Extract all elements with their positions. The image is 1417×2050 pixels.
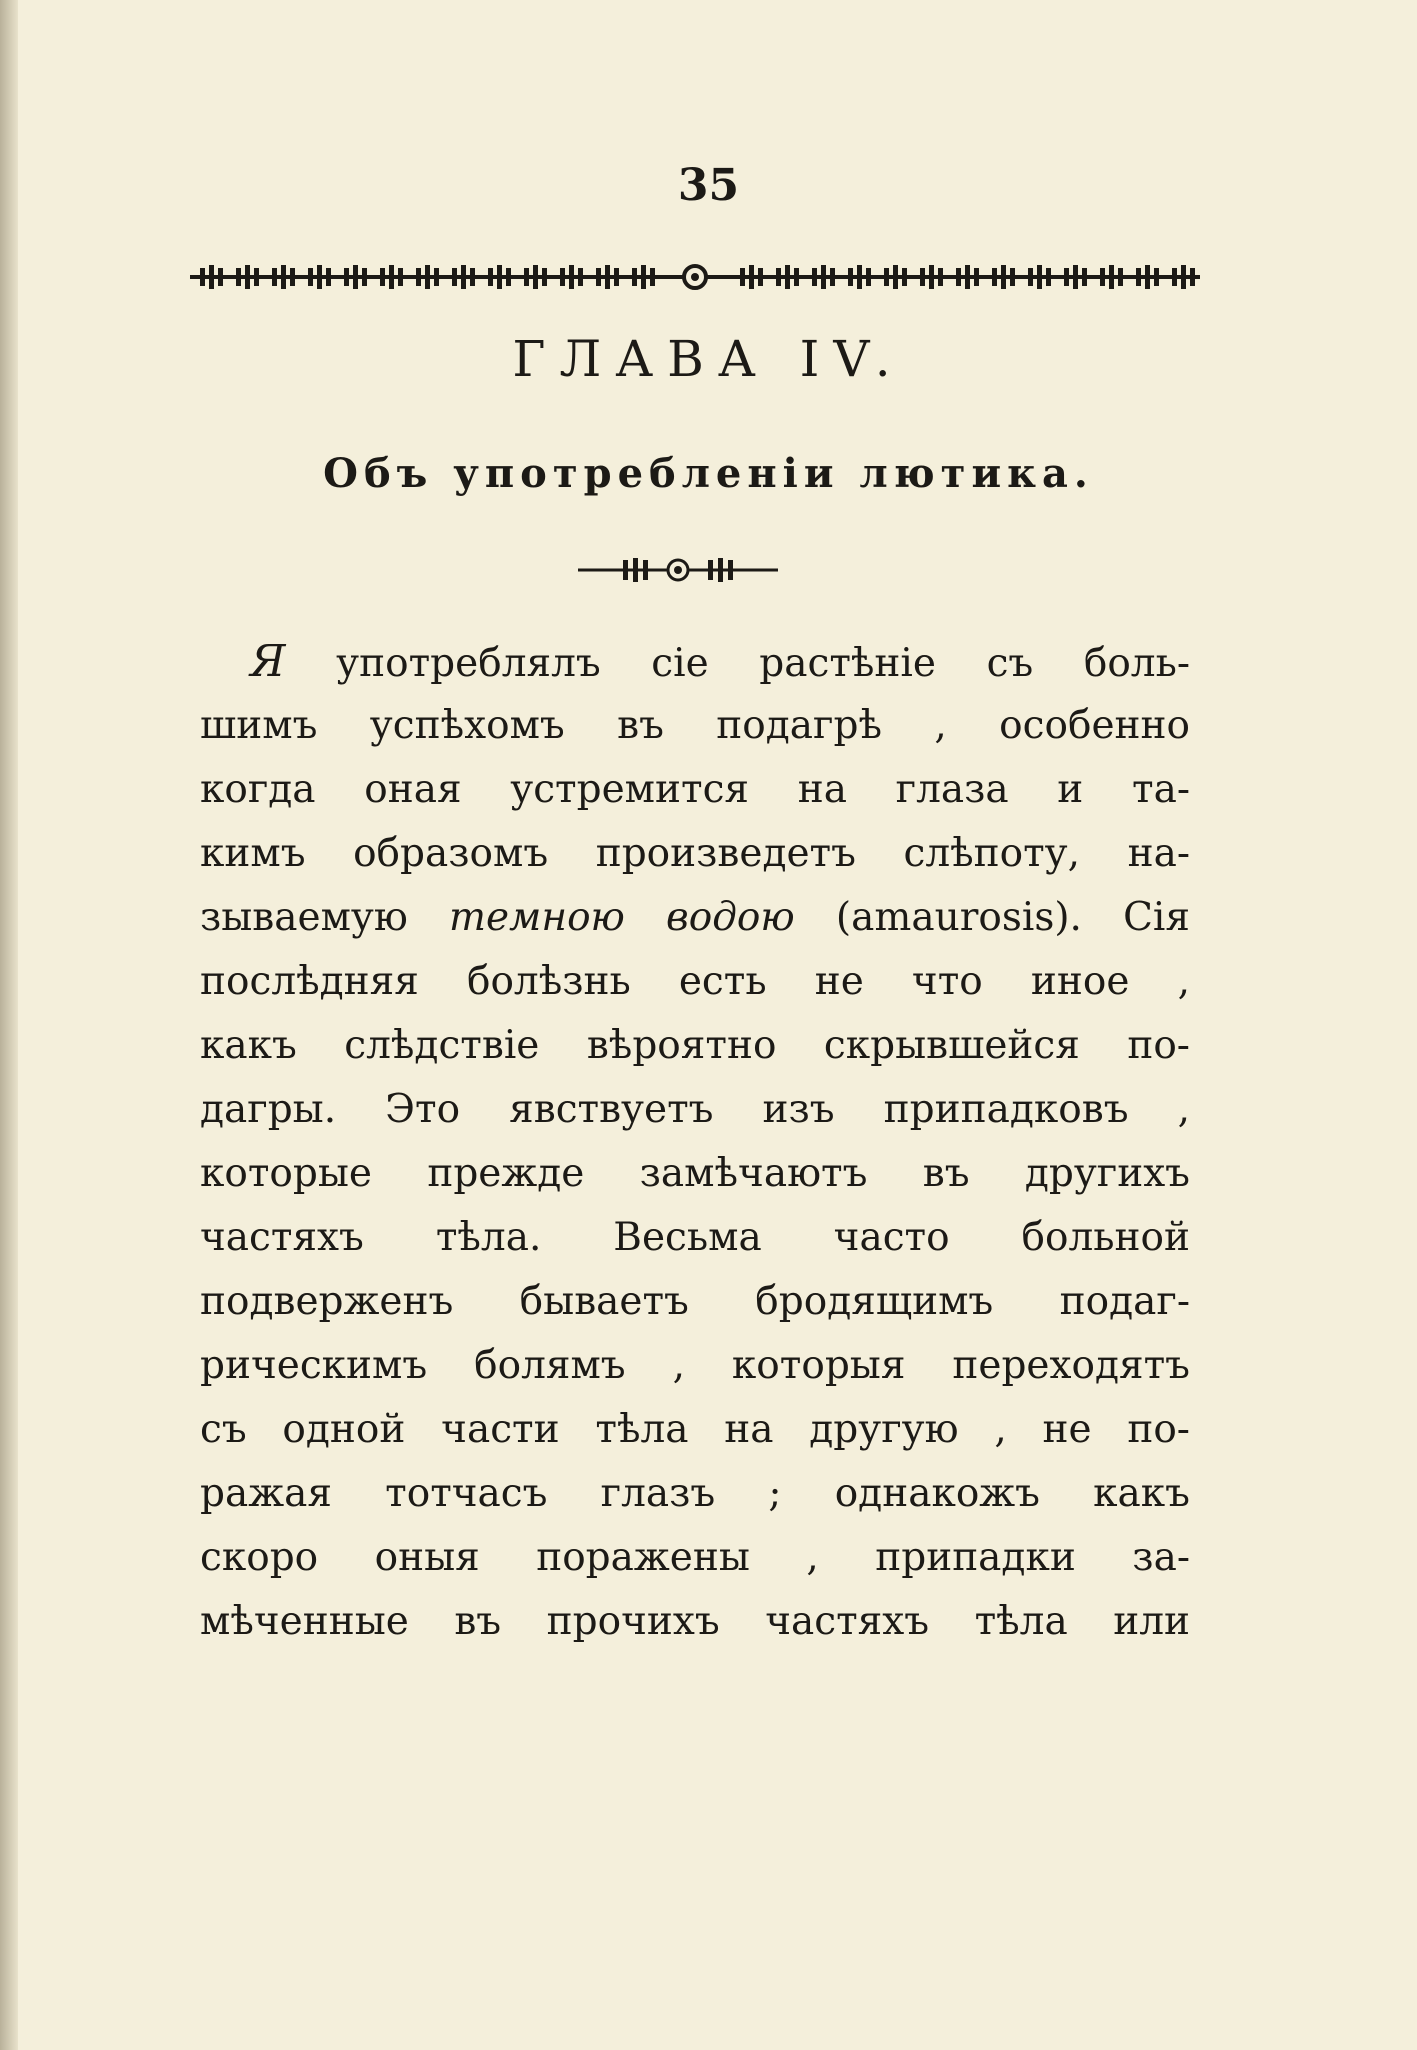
text-line: дагры. Это явствуетъ изъ припадковъ ,: [200, 1087, 1190, 1132]
ornament-mark: [425, 265, 430, 289]
text-line: шимъ успѣхомъ въ подагрѣ , особенно: [200, 703, 1190, 748]
ornament-mark: [1181, 265, 1186, 289]
ornament-mark: [848, 268, 853, 286]
ornament-mark: [200, 268, 205, 286]
ornament-mark: [281, 265, 286, 289]
chapter-title: ГЛАВА IV.: [512, 330, 905, 388]
ornament-mark: [812, 268, 817, 286]
ornament-mark: [776, 268, 781, 286]
ornament-mark: [596, 268, 601, 286]
ornament-mark: [218, 268, 223, 286]
text-line: мѣченные въ прочихъ частяхъ тѣла или: [200, 1599, 1190, 1644]
ornament-mark: [605, 265, 610, 289]
ornament-mark: [1082, 268, 1087, 286]
ornament-mark: [326, 268, 331, 286]
ornament-mark: [380, 268, 385, 286]
ornament-mark: [344, 268, 349, 286]
ornament-mark: [1028, 268, 1033, 286]
ornament-mark: [416, 268, 421, 286]
ornament-mark: [821, 265, 826, 289]
ornament-mark: [740, 268, 745, 286]
ornament-mark: [254, 268, 259, 286]
ornament-mark: [1118, 268, 1123, 286]
ornament-mark: [992, 268, 997, 286]
text-line: съ одной части тѣла на другую , не по-: [200, 1407, 1190, 1452]
ornament-mark: [1145, 265, 1150, 289]
ornament-mark: [1046, 268, 1051, 286]
ornament-mark: [785, 265, 790, 289]
text-line: послѣдняя болѣзнь есть не что иное ,: [200, 959, 1190, 1004]
ornament-mark: [1190, 268, 1195, 286]
ornament-mark: [632, 268, 637, 286]
ornament-mark: [560, 268, 565, 286]
text-line: кимъ образомъ произведетъ слѣпоту, на-: [200, 831, 1190, 876]
ornament-mark: [497, 265, 502, 289]
text-line: какъ слѣдствіе вѣроятно скрывшейся по-: [200, 1023, 1190, 1068]
ornament-mark: [929, 265, 934, 289]
body-text: [200, 630, 1190, 1654]
ornament-mark: [533, 265, 538, 289]
ornament-mark: [353, 265, 358, 289]
ornament-mark: [1109, 265, 1114, 289]
ornament-mark: [830, 268, 835, 286]
small-ornament: [578, 555, 778, 585]
page-number: 35: [677, 160, 740, 211]
ornament-mark: [1136, 268, 1141, 286]
ornament-mark: [389, 265, 394, 289]
ornament-mark: [1037, 265, 1042, 289]
text-line: когда оная устремится на глаза и та-: [200, 767, 1190, 812]
ornament-mark: [308, 268, 313, 286]
ornament-mark: [461, 265, 466, 289]
ornament-mark: [641, 265, 646, 289]
ornament-mark: [956, 268, 961, 286]
ornament-mark: [236, 268, 241, 286]
ornament-mark: [650, 268, 655, 286]
ornament-mark: [434, 268, 439, 286]
ornament-mark: [1064, 268, 1069, 286]
text-line: рическимъ болямъ , которыя переходятъ: [200, 1343, 1190, 1388]
ornament-mark: [794, 268, 799, 286]
ornament-mark: [290, 268, 295, 286]
initial-letter: Я: [250, 636, 286, 687]
ornament-mark: [1010, 268, 1015, 286]
ornament-mark: [578, 268, 583, 286]
ornament-mark: [1073, 265, 1078, 289]
ornament-mark: [758, 268, 763, 286]
ornament-mark: [749, 265, 754, 289]
ornament-mark: [1172, 268, 1177, 286]
text-line: скоро оныя поражены , припадки за-: [200, 1535, 1190, 1580]
text-line: Я употреблялъ сіе растѣніе съ боль-: [250, 636, 1190, 687]
ornament-mark: [938, 268, 943, 286]
ornament-mark: [488, 268, 493, 286]
italic-term: темною водою: [448, 895, 795, 940]
ornament-mark: [1100, 268, 1105, 286]
ornament-mark: [614, 268, 619, 286]
ornament-mark: [452, 268, 457, 286]
ornament-mark: [506, 268, 511, 286]
ornament-mark: [245, 265, 250, 289]
ornament-mark: [1154, 268, 1159, 286]
text-line: зываемую темною водою (amaurosis). Сія: [200, 895, 1191, 940]
ornament-mark: [317, 265, 322, 289]
ornament-mark: [974, 268, 979, 286]
ornament-mark: [272, 268, 277, 286]
ornament-mark: [362, 268, 367, 286]
ornament-mark: [902, 268, 907, 286]
ornament-mark: [857, 265, 862, 289]
page-spine-shadow: [0, 0, 18, 2050]
ornament-mark: [209, 265, 214, 289]
ornament-mark: [893, 265, 898, 289]
ornament-mark: [866, 268, 871, 286]
ornamental-rule: [190, 262, 1200, 292]
text-line: частяхъ тѣла. Весьма часто больной: [200, 1215, 1190, 1260]
chapter-subtitle: Объ употребленіи лютика.: [323, 450, 1094, 497]
text-line: ражая тотчасъ глазъ ; однакожъ какъ: [200, 1471, 1190, 1516]
ornament-mark: [884, 268, 889, 286]
ornament-mark: [398, 268, 403, 286]
ornament-mark: [1001, 265, 1006, 289]
ornament-mark: [542, 268, 547, 286]
text-line: подверженъ бываетъ бродящимъ подаг-: [200, 1279, 1190, 1324]
ornament-mark: [965, 265, 970, 289]
ornament-mark: [569, 265, 574, 289]
ornament-mark: [920, 268, 925, 286]
ornament-mark: [524, 268, 529, 286]
ornament-mark: [470, 268, 475, 286]
text-line: которые прежде замѣчаютъ въ другихъ: [200, 1151, 1190, 1196]
